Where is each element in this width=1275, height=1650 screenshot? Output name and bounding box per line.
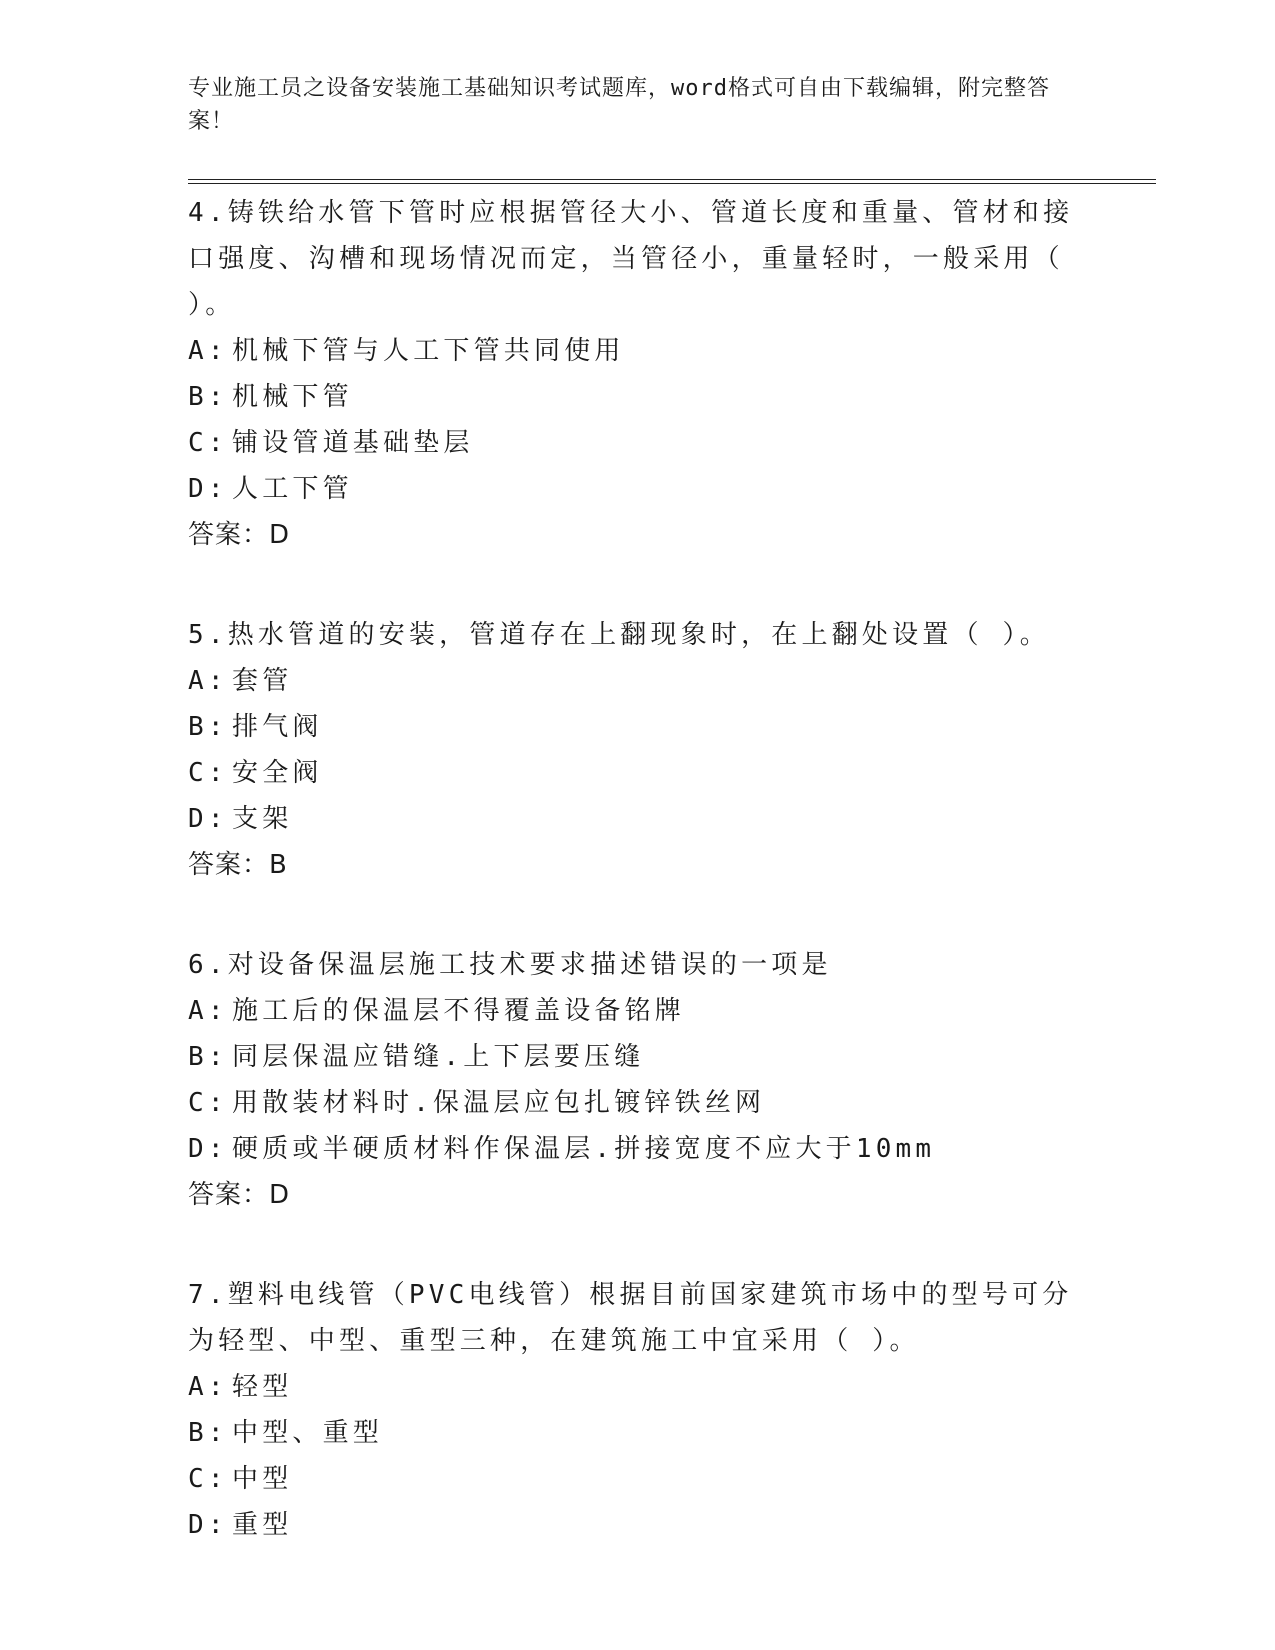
option-text: 用散装材料时.保温层应包扎镀锌铁丝网 [232,1088,766,1118]
option-text: 中型 [232,1464,293,1494]
option-text: 支架 [232,804,293,834]
option-d [188,1126,1088,1172]
option-c [188,1080,1088,1126]
option-letter: A: [188,666,228,696]
option-letter: A: [188,996,228,1026]
option-text: 套管 [232,666,293,696]
question-text: 5.热水管道的安装，管道存在上翻现象时，在上翻处设置（ ）。 [188,620,1050,650]
option-b [188,704,1088,750]
option-letter: C: [188,1088,228,1118]
option-letter: A: [188,336,228,366]
document-header: 专业施工员之设备安装施工基础知识考试题库，word格式可自由下载编辑，附完整答案！ [188,76,1050,134]
question-text: 4.铸铁给水管下管时应根据管径大小、管道长度和重量、管材和接口强度、沟槽和现场情况而定，当管径小，重量轻时，一般采用（ ）。 [188,198,1074,320]
option-d [188,796,1088,842]
option-a [188,988,1088,1034]
option-text: 安全阀 [232,758,323,788]
answer-line: 答案：D [188,520,291,550]
option-text: 重型 [232,1510,293,1540]
question-5 [188,612,1088,888]
option-letter: D: [188,1134,228,1164]
option-text: 施工后的保温层不得覆盖设备铭牌 [232,996,686,1026]
option-letter: D: [188,474,228,504]
question-7 [188,1272,1088,1548]
option-a [188,658,1088,704]
option-letter: B: [188,1042,228,1072]
option-a [188,1364,1088,1410]
question-text: 7.塑料电线管（PVC电线管）根据目前国家建筑市场中的型号可分为轻型、中型、重型三种，在建筑施工中宜采用（ ）。 [188,1280,1073,1356]
question-4 [188,190,1088,558]
option-letter: A: [188,1372,228,1402]
option-text: 同层保温应错缝.上下层要压缝 [232,1042,645,1072]
option-b [188,374,1088,420]
option-letter: B: [188,382,228,412]
option-text: 排气阀 [232,712,323,742]
option-text: 硬质或半硬质材料作保温层.拼接宽度不应大于10mm [232,1134,936,1164]
header-rule-bottom [188,183,1156,184]
option-letter: C: [188,1464,228,1494]
answer-line: 答案：D [188,1180,291,1210]
header-rule-top [188,179,1156,180]
option-letter: B: [188,712,228,742]
option-text: 轻型 [232,1372,293,1402]
option-text: 人工下管 [232,474,353,504]
question-text: 6.对设备保温层施工技术要求描述错误的一项是 [188,950,832,980]
option-text: 机械下管 [232,382,353,412]
option-letter: C: [188,758,228,788]
option-d [188,466,1088,512]
option-text: 机械下管与人工下管共同使用 [232,336,625,366]
option-letter: D: [188,804,228,834]
option-letter: B: [188,1418,228,1448]
option-b [188,1410,1088,1456]
option-text: 铺设管道基础垫层 [232,428,474,458]
option-b [188,1034,1088,1080]
question-list [188,190,1088,1602]
option-letter: C: [188,428,228,458]
option-a [188,328,1088,374]
option-c [188,420,1088,466]
option-c [188,1456,1088,1502]
option-d [188,1502,1088,1548]
option-c [188,750,1088,796]
option-letter: D: [188,1510,228,1540]
answer-line: 答案：B [188,850,288,880]
question-6 [188,942,1088,1218]
option-text: 中型、重型 [232,1418,384,1448]
